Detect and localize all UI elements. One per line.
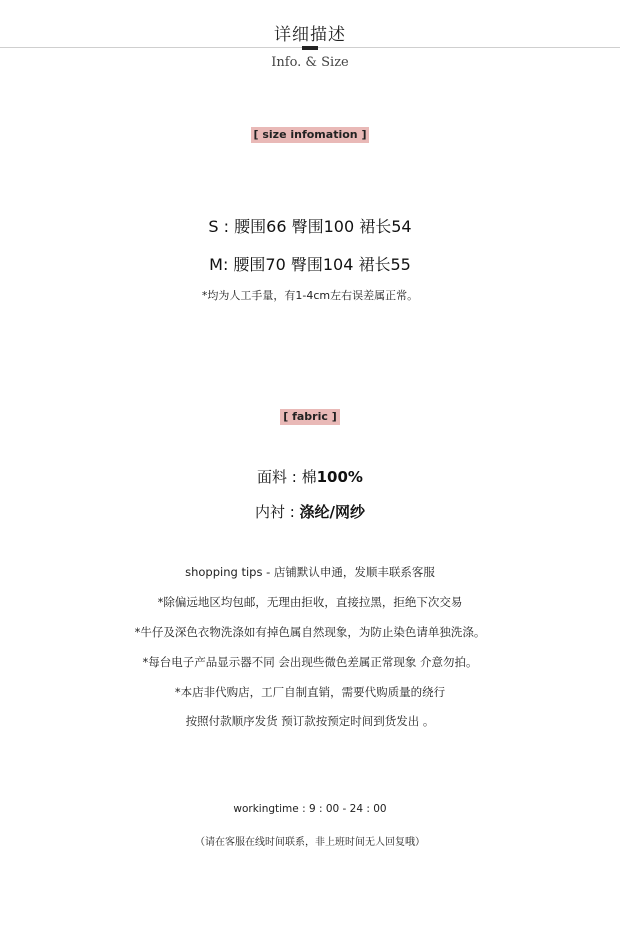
working-time: workingtime : 9 : 00 - 24 : 00 <box>233 803 387 815</box>
measurement-note: *均为人工手量，有1-4cm左右误差属正常。 <box>201 289 419 302</box>
tip-line-free-shipping: *除偏远地区均包邮，无理由拒收，直接拉黑，拒绝下次交易 <box>157 595 463 609</box>
fabric-row-material <box>0 466 620 487</box>
fabric-tag: [ fabric ] <box>280 409 340 425</box>
fabric-material-value: 100% <box>316 468 363 486</box>
header-marker <box>302 46 318 50</box>
fabric-row-lining <box>0 501 620 522</box>
page-title: 详细描述 <box>274 25 346 45</box>
tip-line-shipping: shopping tips - 店铺默认申通，发顺丰联系客服 <box>185 565 435 579</box>
size-section-heading <box>0 123 620 143</box>
tip-line-factory-direct: *本店非代购店，工厂自制直销，需要代购质量的绕行 <box>174 685 446 699</box>
size-row-m: M: 腰围70 臀围104 裙长55 <box>209 255 411 274</box>
tip-line-color-difference: *每台电子产品显示器不同 会出现些微色差属正常现象 介意勿拍。 <box>142 655 478 669</box>
tip-line-washing: *牛仔及深色衣物洗涤如有掉色属自然现象，为防止染色请单独洗涤。 <box>134 625 486 639</box>
fabric-lining-label: 内衬 : <box>254 503 300 521</box>
page-subtitle: Info. & Size <box>271 55 349 70</box>
fabric-lining-value: 涤纶/网纱 <box>299 503 366 521</box>
fabric-section-heading <box>0 405 620 425</box>
size-row-s: S : 腰围66 臀围100 裙长54 <box>208 217 412 236</box>
working-footnote: （请在客服在线时间联系，非上班时间无人回复哦） <box>195 837 425 848</box>
fabric-material-label: 面料 : 棉 <box>257 468 317 486</box>
tip-line-delivery-order: 按照付款顺序发货 预订款按预定时间到货发出 。 <box>185 714 435 728</box>
size-info-tag: [ size infomation ] <box>251 127 370 143</box>
